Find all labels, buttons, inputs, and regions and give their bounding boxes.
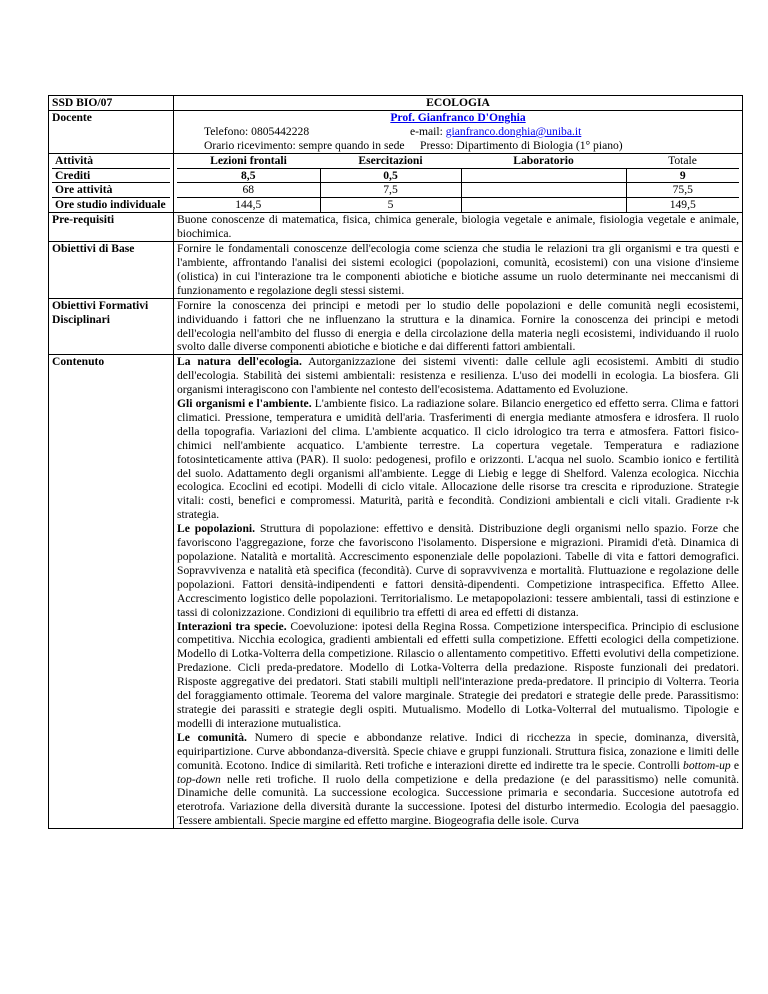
- contenuto-label: Contenuto: [49, 355, 174, 829]
- ore-esercitazioni: 7,5: [320, 183, 461, 198]
- row-docente: [49, 110, 743, 153]
- activity-header-row: [177, 154, 739, 168]
- row-obiettivi-formativi: [49, 298, 743, 355]
- section-body: nelle reti trofiche. Il ruolo della competizione e della predazione (e del parassitismo) nelle comunità. Dinamiche delle comunità. La successione ecologica. Successione primaria e secondaria. Succesione autotrofa ed eterotrofa. Variazione della diversità durante la successione. Ipotesi del disturbo intermedio. Ecologia del paesaggio. Tessere ambientali. Specie margine ed effetto margine. Biogeografia delle isole. Curva: [177, 772, 739, 828]
- row-ssd: [49, 96, 743, 111]
- row-activity: [49, 153, 743, 213]
- hdr-totale: Totale: [626, 154, 739, 168]
- docente-cell: [174, 110, 743, 153]
- section-interazioni: [177, 620, 739, 731]
- ore-studio-row: [177, 198, 739, 212]
- label-crediti: Crediti: [52, 169, 170, 184]
- email-prefix: e-mail:: [410, 124, 446, 138]
- obiettivi-base-label: Obiettivi di Base: [49, 242, 174, 299]
- studio-esercitazioni: 5: [320, 198, 461, 212]
- ore-totale: 75,5: [626, 183, 739, 198]
- ore-attivita-row: [177, 183, 739, 198]
- course-sheet: [48, 95, 743, 829]
- prerequisiti-text: Buone conoscenze di matematica, fisica, chimica generale, biologia vegetale e animale, fisiologia vegetale e animale, biochimica.: [174, 213, 743, 242]
- section-title: Interazioni tra specie.: [177, 619, 287, 633]
- ore-lezioni: 68: [177, 183, 320, 198]
- section-popolazioni: [177, 522, 739, 619]
- prerequisiti-label: Pre-requisiti: [49, 213, 174, 242]
- section-body: L'ambiente fisico. La radiazione solare. Bilancio energetico ed effetto serra. Clima e fattori climatici. Pressione, temperatura e umidità dell'aria. Trasferimenti di energia mediante atmosfera e idrosfera. Il ruolo della topografia. Variazioni del clima. L'ambiente acquatico. Il ciclo idrologico tra terra e atmosfera. Fattori fisico-chimici nell'ambiente acquatico. L'ambiente terrestre. La copertura vegetale. Temperatura e radiazione fotosinteticamente attiva (PAR). Il suolo: pedogenesi, profilo e orizzonti. L'acqua nel suolo. Scambio ionico e fertilità del suolo. Adattamento degli organismi all'ambiente. Legge di Liebig e legge di Shelford. Valenza ecologica. Nicchia ecologica. Ecoclini ed ecotipi. Modelli di ciclo vitale. Allocazione delle risorse tra crescita e riproduzione. Strategie vitali: costi, benefici e compromessi. Maturità, parità e fecondità. Condizioni ambientali e cicli vitali. Gradiente r-k strategia.: [177, 397, 740, 522]
- teacher-location: Presso: Dipartimento di Biologia (1° piano): [420, 138, 623, 152]
- contenuto-text: [174, 355, 743, 829]
- studio-totale: 149,5: [626, 198, 739, 212]
- activity-grid-cell: [174, 153, 743, 213]
- obiettivi-formativi-text: Fornire la conoscenza dei principi e metodi per lo studio delle popolazioni e delle comunità negli ecosistemi, individuando i fattori che ne influenzano la struttura e la dinamica. Fornire la conoscenza dei principi e metodi dell'ecologia nell'ambito del flusso di energia e della circolazione della materia negli ecosistemi, individuando il ruolo svolto dalle diverse componenti abiotiche e biotiche e dai differenti fattori ambientali.: [174, 298, 743, 355]
- row-contenuto: [49, 355, 743, 829]
- obiettivi-base-text: Fornire le fondamentali conoscenze dell'ecologia come scienza che studia le relazioni tra gli organismi e tra questi e l'ambiente, affrontando l'analisi dei sistemi ecologici (popolazioni, comunità, ecosistemi) con una visione d'insieme (olistica) in cui l'interazione tra le componenti abiotiche e biotiche assume un ruolo determinante nei meccanismi di funzionamento e regolazione degli stessi sistemi.: [174, 242, 743, 299]
- section-body: Struttura di popolazione: effettivo e densità. Distribuzione degli organismi nello spazio. Forze che favoriscono l'aggregazione, forze che favoriscono l'isolamento. Dispersione e migrazioni. Piramidi d'età. Dinamica di popolazione. Natalità e mortalità. Accrescimento esponenziale delle popolazioni. Tabelle di vita e fattori demografici. Sopravvivenza e natalità età specifica (fecondità). Curve di sopravvivenza e mortalità. Fluttuazione e regolazione delle popolazioni. Fattori densità-indipendenti e fattori densità-dipendenti. Competizione intraspecifica. Effetto Allee. Accrescimento logistico delle popolazioni. Territorialismo. Le metapopolazioni: tessere ambientali, tassi di estinzione e tassi di colonizzazione. Condizioni di equilibrio tra effetti di area ed effetti di distanza.: [177, 522, 739, 619]
- docente-label: Docente: [49, 110, 174, 153]
- crediti-esercitazioni: 0,5: [320, 168, 461, 183]
- term-bottom-up: bottom-up: [683, 758, 731, 772]
- hdr-esercitazioni: Esercitazioni: [320, 154, 461, 168]
- activity-grid: [177, 154, 739, 213]
- crediti-lezioni: 8,5: [177, 168, 320, 183]
- teacher-phone: Telefono: 0805442228: [204, 124, 310, 138]
- section-body: e: [730, 758, 740, 772]
- ssd-label: SSD BIO/07: [49, 96, 174, 111]
- ore-laboratorio: [461, 183, 626, 198]
- teacher-email-link[interactable]: gianfranco.donghia@uniba.it: [445, 124, 582, 138]
- section-body: Coevoluzione: ipotesi della Regina Rossa. Competizione interspecifica. Principio di esclusione competitiva. Nicchia ecologica, gradienti ambientali ed effetti sulla competizione. Effetti ecologici della competizione. Modello di Lotka-Volterra della competizione. Rilascio o allentamento competitivo. Effetti evolutivi della competizione. Predazione. Cicli preda-predatore. Modello di Lotka-Volterra della predazione. Risposte funzionali dei predatori. Risposte aggregative dei predatori. Stati stabili multipli nell'interazione preda-predatore. Il principio di Volterra. Teoria del foraggiamento ottimale. Teorema del valore marginale. Strategie dei predatori e strategie delle prede. Parassitismo: strategie dei parassiti e strategie degli ospiti. Mutualismo. Modello di Lotka-Volterral del mutualismo. Tipologie e modelli di interazione mutualistica.: [177, 619, 740, 730]
- section-natura: [177, 355, 739, 397]
- term-top-down: top-down: [177, 772, 221, 786]
- teacher-name-link[interactable]: Prof. Gianfranco D'Onghia: [390, 110, 526, 124]
- hdr-lezioni: Lezioni frontali: [177, 154, 320, 168]
- section-title: La natura dell'ecologia.: [177, 355, 302, 369]
- section-title: Le comunità.: [177, 730, 247, 744]
- section-title: Le popolazioni.: [177, 522, 256, 536]
- section-body: Autorganizzazione dei sistemi viventi: dalle cellule agli ecosistemi. Ambiti di studio dell'ecologia. Stabilità dei sistemi ambientali: resistenza e resilienza. L'uso dei modelli in ecologia. La biosfera. Gli organismi interagiscono con l'ambiente nel contesto dell'ecosistema. Adattamento ed Evoluzione.: [177, 355, 740, 397]
- label-ore-studio: Ore studio individuale: [55, 198, 166, 212]
- label-attivita: Attività: [52, 154, 170, 169]
- teacher-hours: Orario ricevimento: sempre quando in sede: [204, 138, 405, 152]
- crediti-laboratorio: [461, 168, 626, 183]
- activity-labels: [49, 153, 174, 213]
- course-table: [48, 95, 743, 829]
- section-body: Numero di specie e abbondanze relative. Indici di ricchezza in specie, dominanza, diversità, equiripartizione. Curve abbondanza-diversità. Specie chiave e gruppi funzionali. Struttura fisica, zonazione e limiti delle comunità. Ecotono. Indice di similarità. Reti trofiche e interazioni dirette ed indirette tra le specie. Controlli: [177, 730, 739, 772]
- studio-lezioni: 144,5: [177, 198, 320, 212]
- hdr-laboratorio: Laboratorio: [461, 154, 626, 168]
- crediti-row: [177, 168, 739, 183]
- label-ore-attivita: Ore attività: [52, 183, 170, 198]
- teacher-email-row: [410, 125, 581, 139]
- section-comunita: [177, 731, 739, 828]
- section-organismi: [177, 397, 739, 522]
- crediti-totale: 9: [626, 168, 739, 183]
- obiettivi-formativi-label: Obiettivi Formativi Disciplinari: [49, 298, 174, 355]
- row-obiettivi-base: [49, 242, 743, 299]
- studio-laboratorio: [461, 198, 626, 212]
- row-prerequisiti: [49, 213, 743, 242]
- section-title: Gli organismi e l'ambiente.: [177, 397, 312, 411]
- course-title: ECOLOGIA: [174, 96, 743, 111]
